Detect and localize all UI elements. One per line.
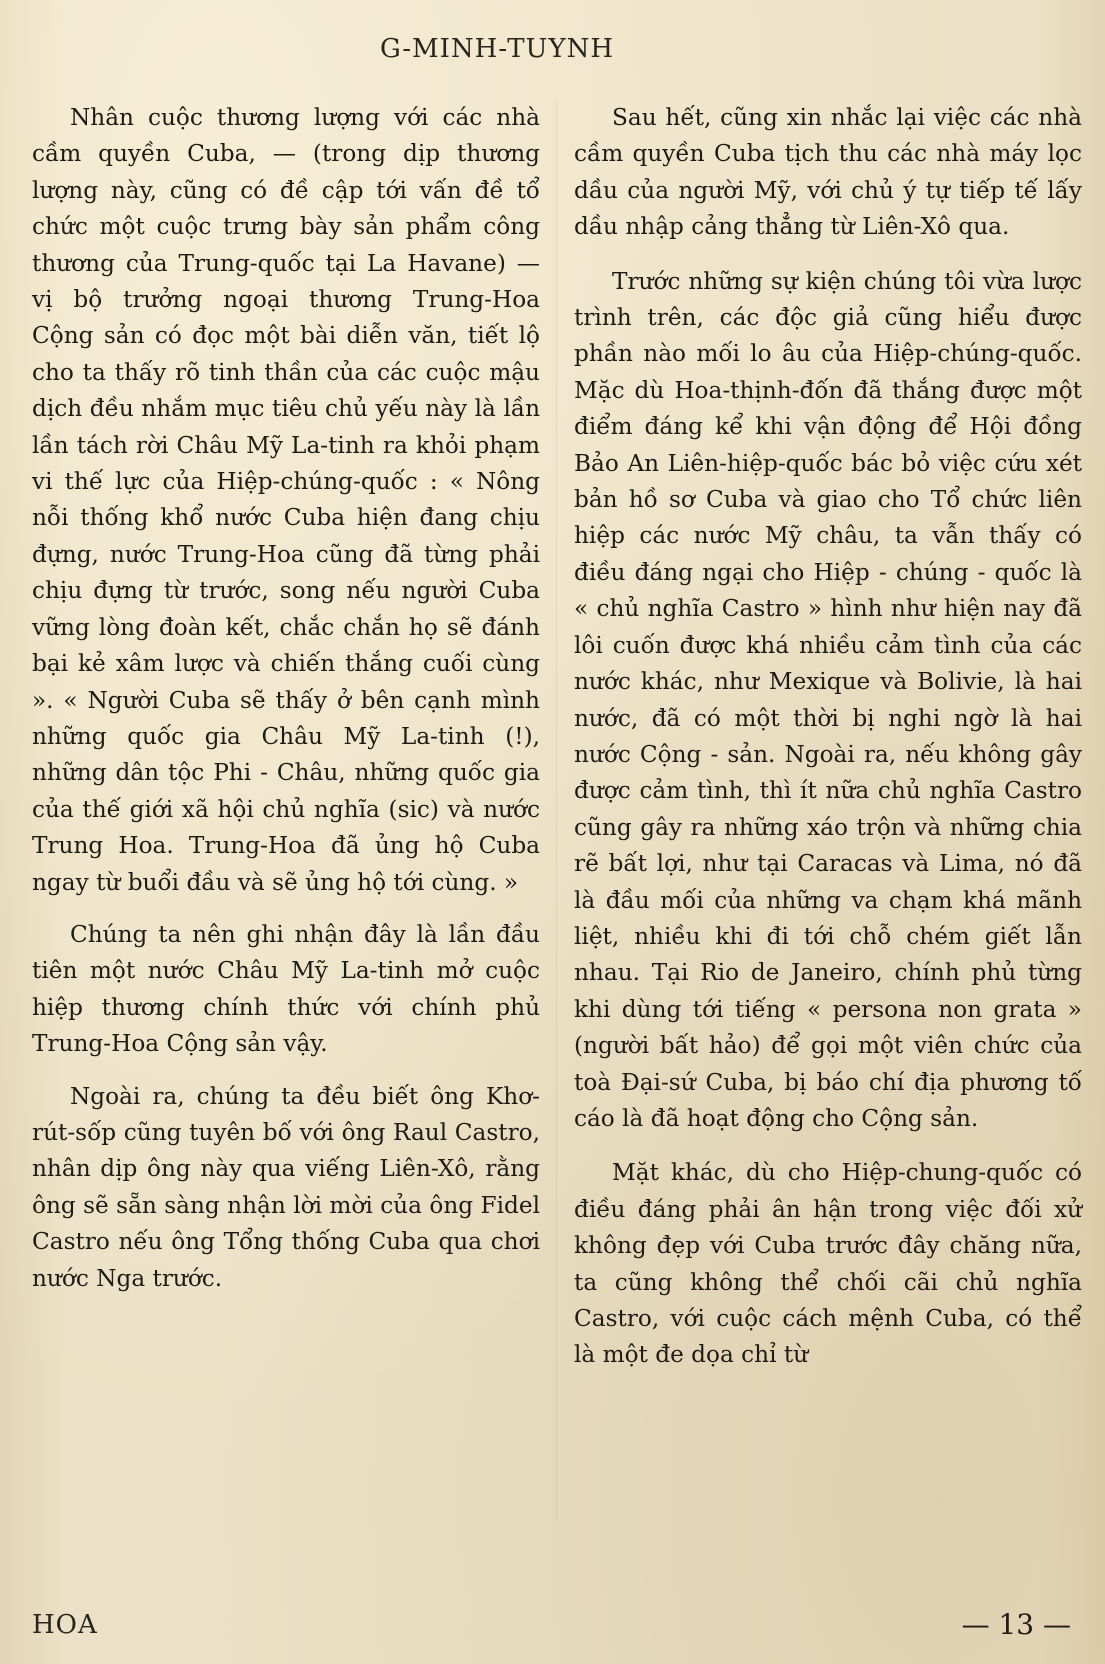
paragraph: Mặt khác, dù cho Hiệp-chung-quốc có điều đáng phải ân hận trong việc đối xử không đẹp với Cuba trước đây chăng nữa, ta cũng không thể chối cãi chủ nghĩa Castro, với cuộc cách mệnh Cuba, có thể là một đe dọa chỉ từ	[574, 1159, 1082, 1369]
left-column	[32, 100, 540, 1297]
paragraph: Trước những sự kiện chúng tôi vừa lược trình trên, các độc giả cũng hiểu được phần nào mối lo âu của Hiệp-chúng-quốc. Mặc dù Hoa-thịnh-đốn đã thắng được một điểm đáng kể khi vận động để Hội đồng Bảo An Liên-hiệp-quốc bác bỏ việc cứu xét bản hồ sơ Cuba và giao cho Tổ chức liên hiệp các nước Mỹ châu, ta vẫn thấy có điều đáng ngại cho Hiệp - chúng - quốc là « chủ nghĩa Castro » hình như hiện nay đã lôi cuốn được khá nhiều cảm tình của các nước khác, như Mexique và Bolivie, là hai nước, đã có một thời bị nghi ngờ là hai nước Cộng - sản. Ngoài ra, nếu không gây được cảm tình, thì ít nữa chủ nghĩa Castro cũng gây ra những xáo trộn và những chia rẽ bất lợi, như tại Caracas và Lima, nó đã là đầu mối của những va chạm khá mãnh liệt, nhiều khi đi tới chỗ chém giết lẫn nhau. Tại Rio de Janeiro, chính phủ từng khi dùng tới tiếng « persona non grata » (người bất hảo) để gọi một viên chức của toà Đại-sứ Cuba, bị báo chí địa phương tố cáo là đã hoạt động cho Cộng sản.	[574, 267, 1082, 1132]
paragraph: Nhân cuộc thương lượng với các nhà cầm quyền Cuba, — (trong dịp thương lượng này, cũng có đề cập tới vấn đề tổ chức một cuộc trưng bày sản phẩm công thương của Trung-quốc tại La Havane) — vị bộ trưởng ngoại thương Trung-Hoa Cộng sản có đọc một bài diễn văn, tiết lộ cho ta thấy rõ tinh thần của các cuộc mậu dịch đều nhắm mục tiêu chủ yếu này là lần lần tách rời Châu Mỹ La-tinh ra khỏi phạm vi thế lực của Hiệp-chúng-quốc : « Nông nỗi thống khổ nước Cuba hiện đang chịu đựng, nước Trung-Hoa cũng đã từng phải chịu đựng từ trước, song nếu người Cuba vững lòng đoàn kết, chắc chắn họ sẽ đánh bại kẻ xâm lược và chiến thắng cuối cùng ». « Người Cuba sẽ thấy ở bên cạnh mình những quốc gia Châu Mỹ La-tinh (!), những dân tộc Phi - Châu, những quốc gia của thế giới xã hội chủ nghĩa (sic) và nước Trung Hoa. Trung-Hoa đã ủng hộ Cuba ngay từ buổi đầu và sẽ ủng hộ tới cùng. »	[32, 104, 540, 896]
page-number: — 13 —	[961, 1608, 1071, 1641]
paragraph: Sau hết, cũng xin nhắc lại việc các nhà cầm quyền Cuba tịch thu các nhà máy lọc dầu của người Mỹ, với chủ ý tự tiếp tế lấy dầu nhập cảng thẳng từ Liên-Xô qua.	[574, 104, 1082, 241]
paragraph: Chúng ta nên ghi nhận đây là lần đầu tiên một nước Châu Mỹ La-tinh mở cuộc hiệp thương chính thức với chính phủ Trung-Hoa Cộng sản vậy.	[32, 920, 540, 1058]
paragraph: Ngoài ra, chúng ta đều biết ông Khơ-rút-sốp cũng tuyên bố với ông Raul Castro, nhân dịp ông này qua viếng Liên-Xô, rằng ông sẽ sẵn sàng nhận lời mời của ông Fidel Castro nếu ông Tổng thống Cuba qua chơi nước Nga trước.	[32, 1082, 540, 1292]
running-head: G-MINH-TUYNH	[380, 34, 615, 64]
right-column	[574, 100, 1082, 1374]
column-divider	[556, 100, 557, 1520]
magazine-name: HOA	[32, 1610, 98, 1640]
